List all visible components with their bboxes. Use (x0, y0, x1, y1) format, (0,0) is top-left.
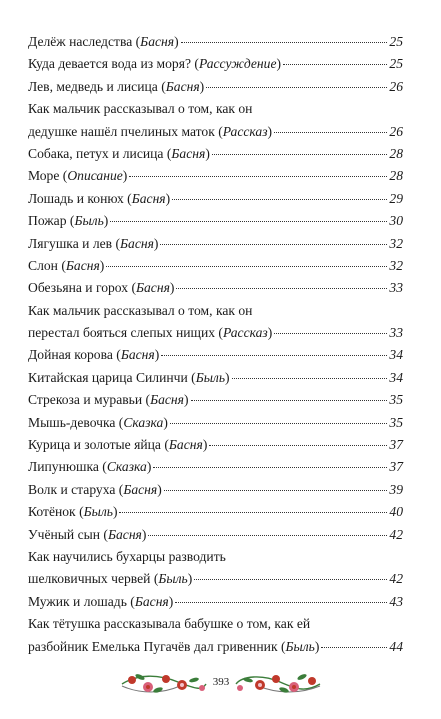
toc-entry-title: Волк и старуха (Басня) (28, 481, 162, 497)
toc-entry (28, 188, 403, 210)
toc-entry-title-text: Липунюшка (28, 459, 99, 475)
toc-entry-page: 28 (389, 168, 403, 184)
toc-entry-genre: Басня (135, 280, 170, 296)
toc-entry-page: 35 (389, 392, 403, 408)
toc-entry-title-text: Мужик и лошадь (28, 593, 127, 609)
toc-entry-genre: Сказка (123, 414, 164, 430)
toc-entry-title-text: Обезьяна и горох (28, 280, 129, 296)
toc-entry (28, 31, 403, 53)
toc-entry-genre: Басня (107, 526, 142, 542)
toc-entry-page: 35 (389, 414, 403, 430)
toc-entry-page: 44 (389, 638, 403, 654)
toc-entry-title-text: дедушке нашёл пчелиных маток (28, 123, 215, 139)
toc-entry-title: Мышь-девочка (Сказка) (28, 414, 168, 430)
toc-entry-title: Китайская царица Силинчи (Быль) (28, 369, 230, 385)
toc-entry-title-text: шелковичных червей (28, 571, 151, 587)
toc-entry-genre: Быль (195, 369, 226, 385)
toc-entry-title-text: разбойник Емелька Пугачёв дал гривенник (28, 638, 278, 654)
page-number: 393 (208, 676, 234, 688)
toc-entry-title: Море (Описание) (28, 168, 128, 184)
toc-entry (28, 524, 403, 546)
toc-entry-title-text: Делёж наследства (28, 34, 133, 49)
toc-entry (28, 255, 403, 277)
toc-entry-title: Пожар (Быль) (28, 213, 109, 229)
toc-entry (28, 277, 403, 299)
toc-entry-genre: Быль (285, 638, 315, 654)
toc-entry-genre: Басня (168, 437, 203, 453)
toc-entry-title-text: Котёнок (28, 504, 76, 520)
dot-leader (148, 535, 387, 536)
toc-entry-line (28, 546, 403, 568)
dot-leader (129, 176, 387, 177)
toc-entry-page: 29 (389, 190, 403, 206)
toc-entry-title-text: Куда девается вода из моря? (28, 56, 191, 72)
toc-entry-genre: Басня (120, 235, 154, 251)
dot-leader (209, 445, 387, 446)
toc-entry-genre: Быль (158, 571, 188, 587)
page-footer (0, 670, 441, 700)
dot-leader (194, 579, 387, 580)
dot-leader (160, 244, 387, 245)
table-of-contents (28, 31, 403, 658)
toc-entry (28, 165, 403, 187)
toc-entry-genre: Басня (120, 347, 155, 363)
toc-entry-genre: Басня (171, 145, 206, 161)
dot-leader (110, 221, 387, 222)
dot-leader (206, 87, 387, 88)
dot-leader (106, 266, 387, 267)
toc-entry-title-line1: Как мальчик рассказывал о том, как он (28, 302, 253, 318)
toc-entry-line (28, 98, 403, 120)
toc-entry-title-text: Курица и золотые яйца (28, 437, 161, 453)
dot-leader (175, 602, 387, 603)
dot-leader (181, 42, 388, 43)
toc-entry-page: 42 (389, 571, 403, 587)
dot-leader (153, 467, 387, 468)
dot-leader (283, 64, 387, 65)
toc-entry-title: шелковичных червей (Быль) (28, 571, 193, 587)
dot-leader (191, 400, 388, 401)
toc-entry-title-text: Стрекоза и муравьи (28, 392, 143, 408)
toc-entry-page: 43 (389, 593, 403, 609)
dot-leader (172, 199, 387, 200)
toc-entry-page: 30 (389, 213, 403, 229)
toc-entry-page: 33 (389, 280, 403, 296)
toc-entry-title-text: Лев, медведь и лисица (28, 78, 158, 94)
toc-entry (28, 389, 403, 411)
toc-entry-title: Лягушка и лев (Басня) (28, 235, 159, 251)
toc-entry (28, 479, 403, 501)
toc-entry-title: дедушке нашёл пчелиных маток (Рассказ) (28, 123, 273, 139)
toc-entry-title-text: Лягушка и лев (28, 235, 113, 251)
toc-entry-title-text: Слон (28, 257, 58, 273)
toc-entry-line (28, 300, 403, 322)
toc-entry (28, 568, 403, 590)
dot-leader (274, 132, 387, 133)
dot-leader (170, 423, 388, 424)
toc-entry-title: Учёный сын (Басня) (28, 526, 147, 542)
toc-entry-genre: Басня (165, 78, 200, 94)
toc-entry-title: Обезьяна и горох (Басня) (28, 280, 175, 296)
dot-leader (119, 512, 387, 513)
toc-entry-title: Делёж наследства (Басня) (28, 34, 179, 49)
toc-entry (28, 143, 403, 165)
toc-entry-genre: Рассуждение (198, 56, 277, 72)
dot-leader (232, 378, 388, 379)
toc-entry-genre: Быль (83, 504, 113, 520)
toc-entry-genre: Басня (134, 593, 169, 609)
toc-entry-title: Липунюшка (Сказка) (28, 459, 152, 475)
toc-entry (28, 322, 403, 344)
toc-entry-title-text: Лошадь и конюх (28, 190, 124, 206)
toc-entry-title: Дойная корова (Басня) (28, 347, 160, 363)
toc-entry-page: 25 (389, 56, 403, 72)
toc-entry-genre: Рассказ (222, 123, 268, 139)
toc-entry-genre: Басня (131, 190, 166, 206)
toc-entry-title: Куда девается вода из моря? (Рассуждение) (28, 56, 282, 72)
toc-entry-genre: Описание (67, 168, 123, 184)
toc-entry (28, 412, 403, 434)
toc-entry-page: 28 (389, 145, 403, 161)
toc-entry-title-line1: Как научились бухарцы разводить (28, 548, 226, 564)
toc-entry-genre: Рассказ (222, 325, 268, 341)
toc-entry-page: 39 (389, 481, 403, 497)
toc-entry-title-text: Мышь-девочка (28, 414, 116, 430)
dot-leader (321, 647, 387, 648)
toc-entry (28, 121, 403, 143)
toc-entry-title: перестал бояться слепых нищих (Рассказ) (28, 325, 273, 341)
toc-entry-page: 32 (389, 257, 403, 273)
toc-entry-title-text: Дойная корова (28, 347, 113, 363)
toc-entry-page: 34 (389, 369, 403, 385)
toc-entry (28, 233, 403, 255)
toc-entry-title-text: Волк и старуха (28, 481, 116, 497)
toc-entry (28, 636, 403, 658)
toc-entry-page: 25 (389, 34, 403, 49)
toc-entry-page: 37 (389, 459, 403, 475)
toc-entry-title: разбойник Емелька Пугачёв дал гривенник (Быль) (28, 638, 320, 654)
toc-entry-title: Лев, медведь и лисица (Басня) (28, 78, 205, 94)
toc-entry (28, 344, 403, 366)
toc-entry-title-text: Учёный сын (28, 526, 101, 542)
toc-entry (28, 434, 403, 456)
toc-entry-title-text: Китайская царица Силинчи (28, 369, 188, 385)
toc-entry-genre: Басня (140, 34, 175, 49)
toc-entry-genre: Сказка (106, 459, 147, 475)
toc-entry (28, 367, 403, 389)
toc-entry (28, 210, 403, 232)
toc-entry (28, 53, 403, 75)
toc-entry-title-text: Собака, петух и лисица (28, 145, 164, 161)
toc-entry-page: 33 (389, 325, 403, 341)
toc-entry-page: 26 (389, 123, 403, 139)
toc-entry-genre: Басня (65, 257, 100, 273)
toc-entry-title-line1: Как тётушка рассказывала бабушке о том, как ей (28, 616, 311, 632)
toc-entry-title: Мужик и лошадь (Басня) (28, 593, 174, 609)
dot-leader (274, 333, 387, 334)
toc-entry-page: 37 (389, 437, 403, 453)
dot-leader (161, 355, 387, 356)
toc-entry-page: 40 (389, 504, 403, 520)
toc-entry (28, 591, 403, 613)
toc-entry-title: Лошадь и конюх (Басня) (28, 190, 171, 206)
toc-entry-title: Собака, петух и лисица (Басня) (28, 145, 210, 161)
toc-entry-page: 26 (389, 78, 403, 94)
toc-entry-genre: Быль (74, 213, 104, 229)
toc-entry-title-text: Пожар (28, 213, 67, 229)
toc-entry-title-line1: Как мальчик рассказывал о том, как он (28, 101, 253, 117)
toc-entry-page: 34 (389, 347, 403, 363)
dot-leader (212, 154, 388, 155)
toc-entry-title: Курица и золотые яйца (Басня) (28, 437, 208, 453)
toc-entry-title: Слон (Басня) (28, 257, 105, 273)
toc-entry-title-text: перестал бояться слепых нищих (28, 325, 216, 341)
toc-entry-page: 42 (389, 526, 403, 542)
toc-entry-title: Стрекоза и муравьи (Басня) (28, 392, 189, 408)
toc-entry-line (28, 613, 403, 635)
toc-entry (28, 501, 403, 523)
toc-entry (28, 76, 403, 98)
toc-entry-title-text: Море (28, 168, 60, 184)
toc-entry-page: 32 (389, 235, 403, 251)
toc-entry-genre: Басня (123, 481, 158, 497)
dot-leader (176, 288, 387, 289)
toc-entry-genre: Басня (150, 392, 184, 408)
dot-leader (164, 490, 388, 491)
toc-entry (28, 456, 403, 478)
toc-entry-title: Котёнок (Быль) (28, 504, 118, 520)
